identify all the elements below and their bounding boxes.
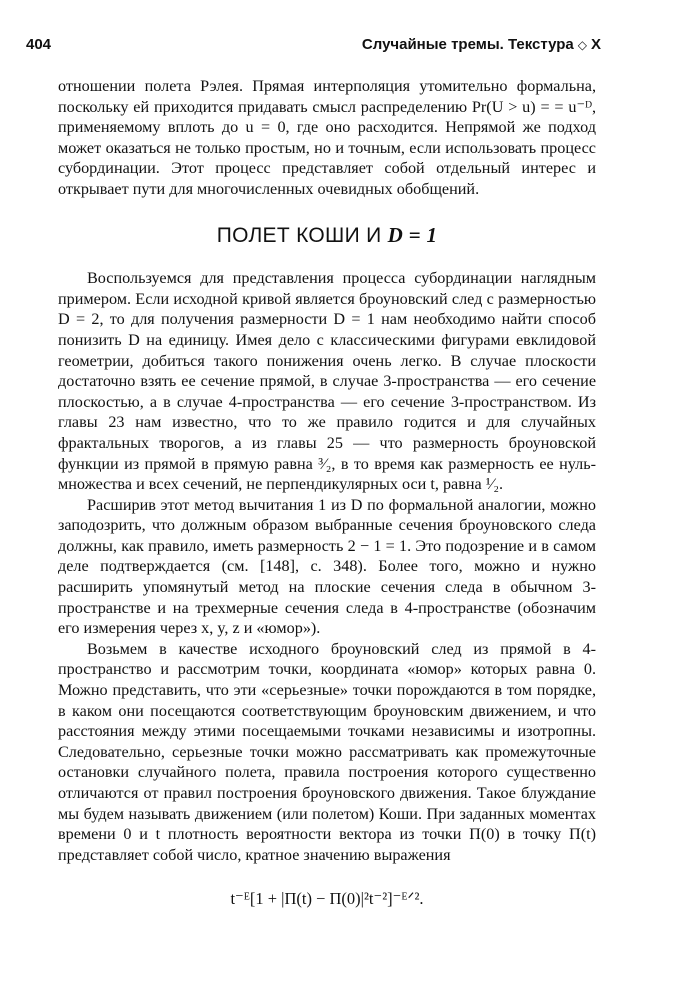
paragraph-cauchy-flight: Возьмем в качестве исходного броуновский след из прямой в 4-пространство и рассмотрим точки, координата «юмор» которых равна 0. Можно представить, что эти «серьезные» точки порождаются в том порядке, в каком они посещаются соответствующим броуновским движением, и что расстояния между этими посещаемыми точками независимы и изотропны. Следовательно, серьезные точки можно рассматривать как промежуточные остановки случайного полета, правила построения которого существенно отличаются от правил построения броуновского движения. Такое блуждание мы будем называть движением (или полетом) Коши. При заданных моментах времени 0 и t плотность вероятности вектора из точки Π(0) в точку Π(t) представляет собой число, кратное значению выражения bbox=[58, 639, 596, 864]
paragraph-subordination: Воспользуемся для представления процесса субординации наглядным примером. Если исходной кривой является броуновский след с размерностью D = 2, то для получения размерности D = 1 нам необходимо найти способ понизить D на единицу. Имея дело с классическими фигурами евклидовой геометрии, добиться такого понижения очень легко. В случае плоскости достаточно взять ее сечение прямой, в случае 3-пространства — его сечение плоскостью, а в случае 4-пространства — его сечение 3-пространством. Из главы 23 нам известно, что то же правило годится и для случайных фрактальных творогов, а из главы 25 — что размерность броуновской функции из прямой в прямую равна ³⁄₂, в то время как размерность ее нуль-множества и всех сечений, не перпендикулярных оси t, равна ¹⁄₂. bbox=[58, 269, 596, 494]
section-title-text: ПОЛЕТ КОШИ И bbox=[216, 223, 382, 247]
page-body bbox=[58, 76, 596, 910]
paragraph-extension: Расширив этот метод вычитания 1 из D по формальной аналогии, можно заподозрить, что должным образом выбранные сечения броуновского следа должны, как правило, иметь размерность 2 − 1 = 1. Это подозрение и в самом деле подтверждается (см. [148], с. 348). Более того, можно и нужно расширить упомянутый метод на плоские сечения следа в обычном 3-пространстве и на трехмерные сечения следа в 4-пространстве (обозначим его измерения через x, y, z и «юмор»). bbox=[58, 495, 596, 638]
diamond-icon: ◇ bbox=[577, 38, 587, 52]
section-title-math: D = 1 bbox=[387, 222, 438, 247]
chapter-numeral: X bbox=[590, 36, 601, 53]
section-title bbox=[58, 222, 596, 247]
running-head bbox=[362, 36, 601, 53]
paragraph-continuation: отношении полета Рэлея. Прямая интерполяция утомительно формальна, поскольку ей приходится придавать смысл распределению Pr(U > u) = = u⁻ᴰ, применяемому вплоть до u = 0, где оно расходится. Непрямой же подход может оказаться не только простым, но и точным, если использовать процесс субординации. Этот процесс представляет собой отдельный интерес и открывает пути для многочисленных очевидных обобщений. bbox=[58, 77, 596, 198]
page-number: 404 bbox=[26, 36, 52, 53]
page-header bbox=[26, 36, 601, 56]
cauchy-density-formula: t⁻ᴱ[1 + |Π(t) − Π(0)|²t⁻²]⁻ᴱᐟ². bbox=[230, 889, 424, 909]
chapter-title: Случайные тремы. Текстура bbox=[361, 36, 574, 53]
